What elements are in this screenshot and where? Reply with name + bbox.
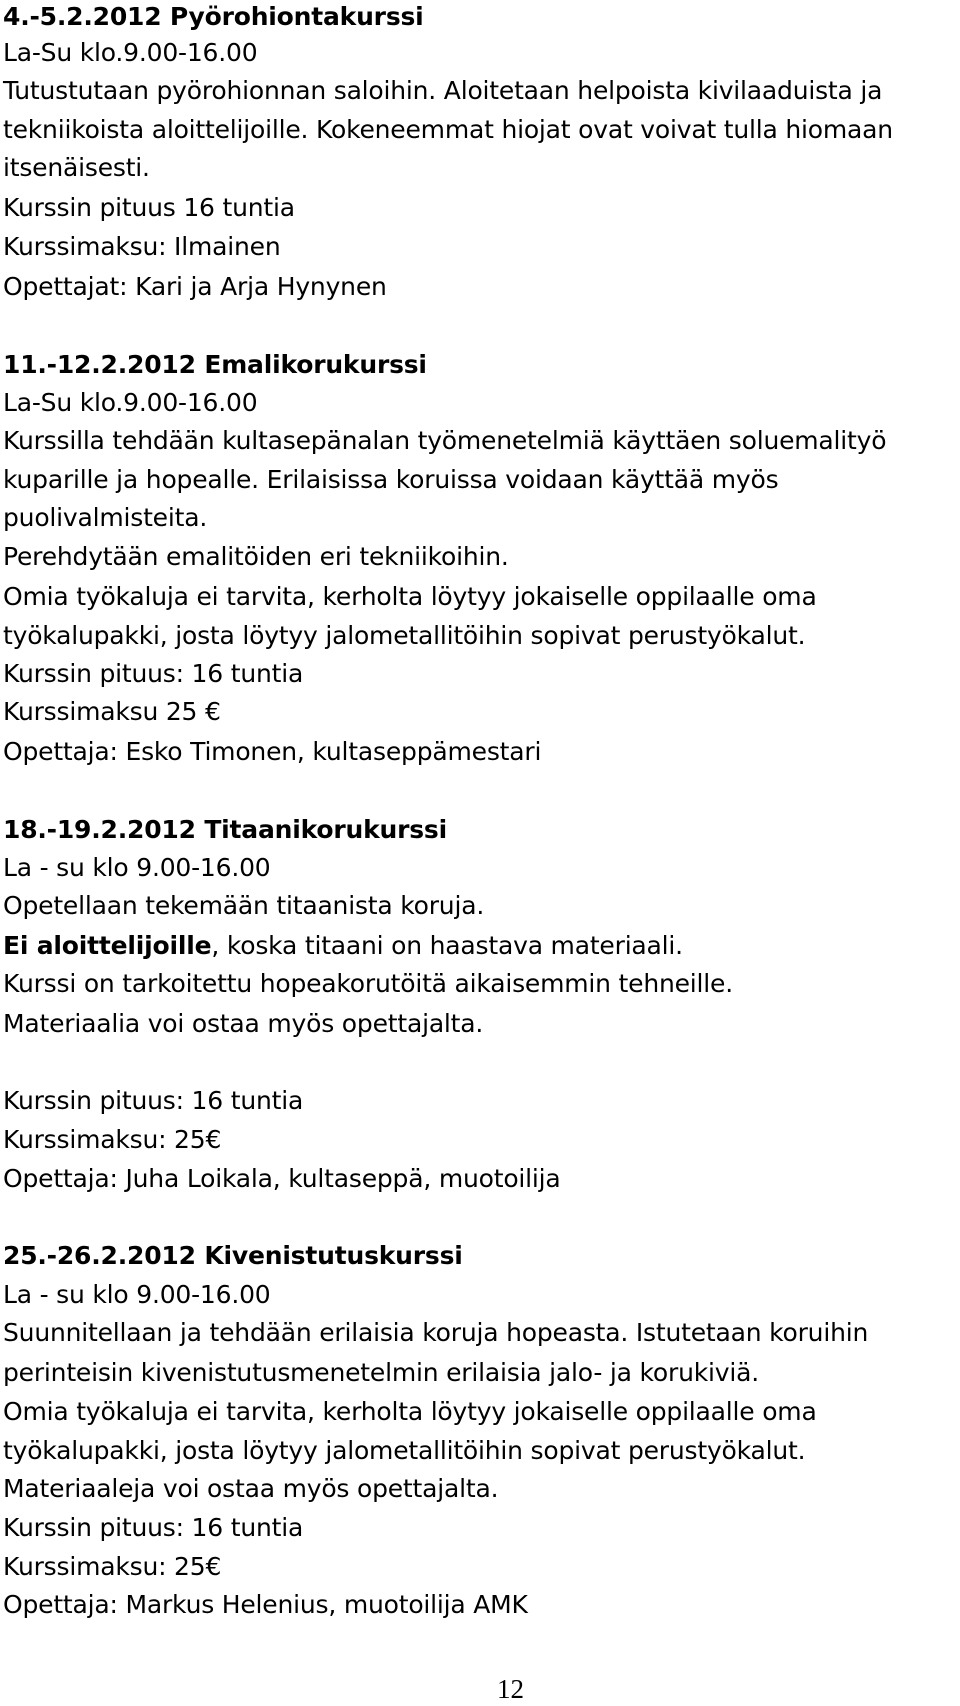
course-text-line: Opetellaan tekemään titaanista koruja.	[3, 891, 485, 920]
course-text-line: Materiaaleja voi ostaa myös opettajalta.	[3, 1474, 499, 1503]
course-text-line: perinteisin kivenistutusmenetelmin erilaisia jalo- ja korukiviä.	[3, 1358, 759, 1387]
course-warning-line	[3, 931, 683, 961]
course-text-line: Materiaalia voi ostaa myös opettajalta.	[3, 1009, 484, 1038]
course-text-line: työkalupakki, josta löytyy jalometallitöihin sopivat perustyökalut.	[3, 621, 806, 650]
course-text-line: tekniikoista aloittelijoille. Kokeneemmat hiojat ovat voivat tulla hiomaan	[3, 115, 893, 144]
course-text-line: Perehdytään emalitöiden eri tekniikoihin.	[3, 542, 509, 571]
course-text-line: itsenäisesti.	[3, 153, 150, 182]
course-teacher-2: Opettaja: Esko Timonen, kultaseppämestari	[3, 737, 542, 766]
course-teacher-3: Opettaja: Juha Loikala, kultaseppä, muotoilija	[3, 1164, 561, 1193]
course-time-1: La-Su klo.9.00-16.00	[3, 38, 258, 67]
course-text-line: puolivalmisteita.	[3, 503, 208, 532]
course-text-line: kuparille ja hopealle. Erilaisissa koruissa voidaan käyttää myös	[3, 465, 779, 494]
course-heading-4: 25.-26.2.2012 Kivenistutuskurssi	[3, 1241, 463, 1270]
course-text-line: Omia työkaluja ei tarvita, kerholta löytyy jokaiselle oppilaalle oma	[3, 1397, 817, 1426]
course-duration-1: Kurssin pituus 16 tuntia	[3, 193, 295, 222]
course-duration-3: Kurssin pituus: 16 tuntia	[3, 1086, 304, 1115]
course-text-line: työkalupakki, josta löytyy jalometallitöihin sopivat perustyökalut.	[3, 1436, 806, 1465]
course-text-line: Suunnitellaan ja tehdään erilaisia koruja hopeasta. Istutetaan koruihin	[3, 1318, 869, 1347]
course-fee-2: Kurssimaksu 25 €	[3, 697, 221, 726]
course-fee-3: Kurssimaksu: 25€	[3, 1125, 222, 1154]
course-time-4: La - su klo 9.00-16.00	[3, 1280, 271, 1309]
page-number: 12	[497, 1674, 524, 1704]
course-heading-1: 4.-5.2.2012 Pyörohiontakurssi	[3, 2, 424, 31]
course-time-2: La-Su klo.9.00-16.00	[3, 388, 258, 417]
course-text-line: Tutustutaan pyörohionnan saloihin. Aloitetaan helpoista kivilaaduista ja	[3, 76, 883, 105]
course-duration-4: Kurssin pituus: 16 tuntia	[3, 1513, 304, 1542]
course-heading-3: 18.-19.2.2012 Titaanikorukurssi	[3, 815, 447, 844]
course-fee-4: Kurssimaksu: 25€	[3, 1552, 222, 1581]
course-text-line: Kurssi on tarkoitettu hopeakorutöitä aikaisemmin tehneille.	[3, 969, 733, 998]
course-time-3: La - su klo 9.00-16.00	[3, 853, 271, 882]
course-fee-1: Kurssimaksu: Ilmainen	[3, 232, 281, 261]
course-warning-emphasis: Ei aloittelijoille	[3, 931, 212, 960]
course-warning-rest: , koska titaani on haastava materiaali.	[211, 931, 683, 960]
course-text-line: Kurssilla tehdään kultasepänalan työmenetelmiä käyttäen soluemalityö	[3, 426, 887, 455]
course-heading-2: 11.-12.2.2012 Emalikorukurssi	[3, 350, 427, 379]
course-duration-2: Kurssin pituus: 16 tuntia	[3, 659, 304, 688]
course-teacher-1: Opettajat: Kari ja Arja Hynynen	[3, 272, 387, 301]
course-text-line: Omia työkaluja ei tarvita, kerholta löytyy jokaiselle oppilaalle oma	[3, 582, 817, 611]
course-teacher-4: Opettaja: Markus Helenius, muotoilija AMK	[3, 1590, 528, 1619]
